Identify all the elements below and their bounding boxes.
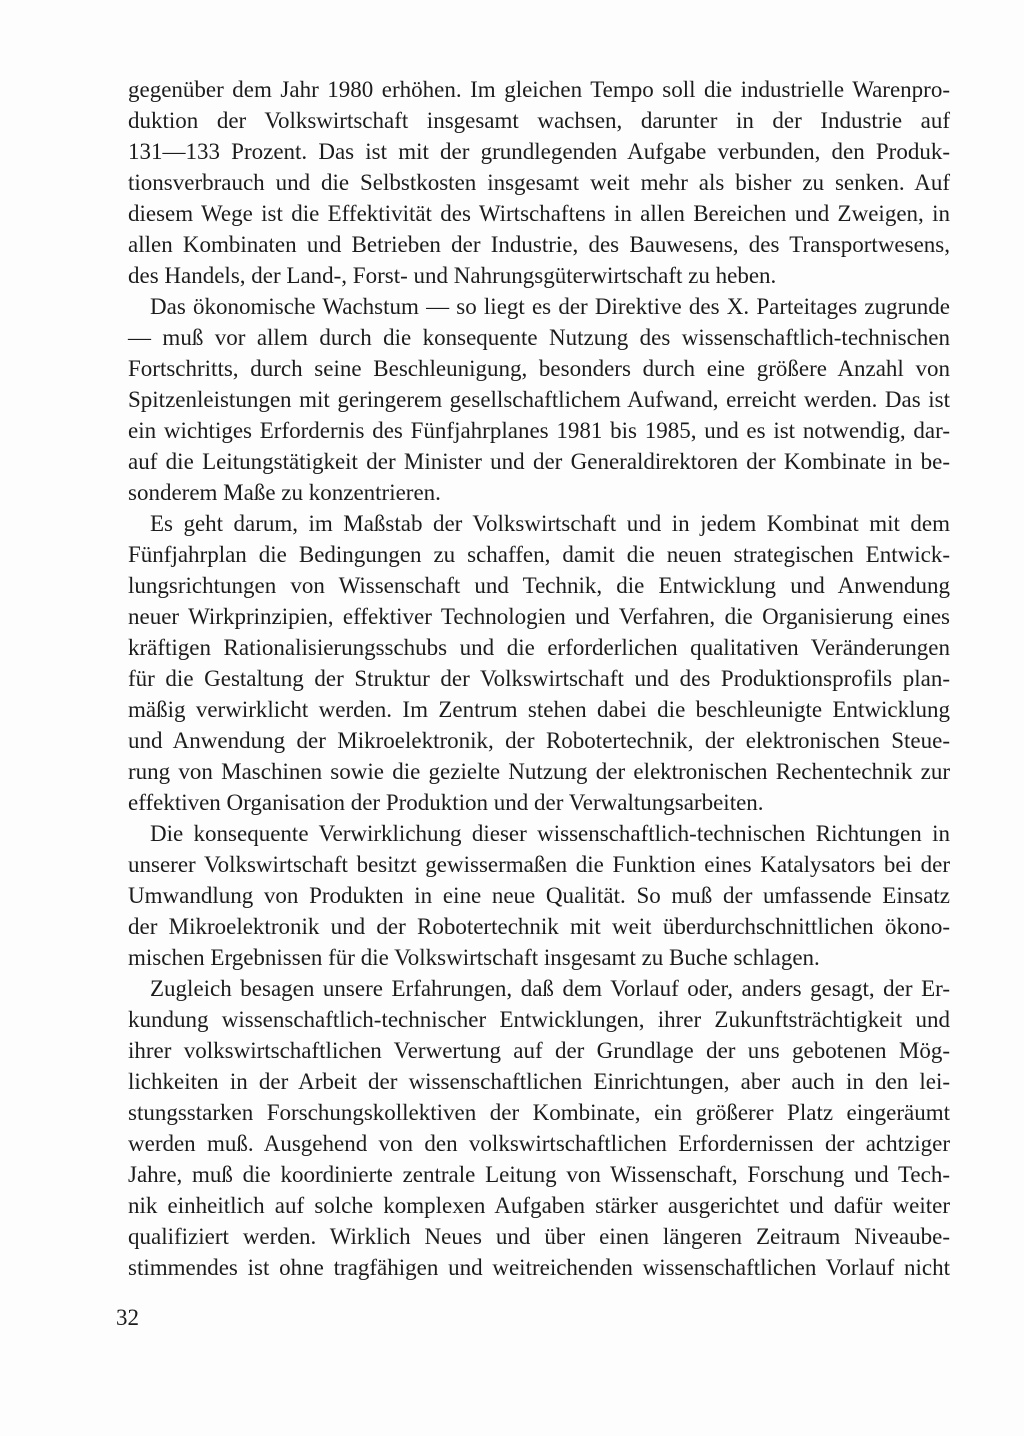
text-line: Die konsequente Verwirklichung dieser wissenschaftlich-technischen Richtungen in	[150, 821, 950, 846]
text-line: duktion der Volkswirtschaft insgesamt wachsen, darunter in der Industrie auf	[128, 108, 950, 133]
text-line: kundung wissenschaftlich-technischer Entwicklungen, ihrer Zukunftsträchtigkeit und	[128, 1007, 950, 1032]
text-line: sonderem Maße zu konzentrieren.	[128, 480, 441, 505]
text-line: des Handels, der Land-, Forst- und Nahrungsgüterwirtschaft zu heben.	[128, 263, 777, 288]
paragraph	[128, 508, 950, 818]
page-number: 32	[116, 1305, 139, 1330]
text-line: 131—133 Prozent. Das ist mit der grundlegenden Aufgabe verbunden, den Produk-	[128, 139, 950, 164]
paragraph	[128, 291, 950, 508]
text-line: ihrer volkswirtschaftlichen Verwertung auf der Grundlage der uns gebotenen Mög-	[128, 1038, 950, 1063]
text-line: Das ökonomische Wachstum — so liegt es der Direktive des X. Parteitages zugrunde	[150, 294, 950, 319]
text-line: lungsrichtungen von Wissenschaft und Technik, die Entwicklung und Anwendung	[128, 573, 950, 598]
text-line: Fortschritts, durch seine Beschleunigung, besonders durch eine größere Anzahl von	[128, 356, 950, 381]
text-line: Jahre, muß die koordinierte zentrale Leitung von Wissenschaft, Forschung und Tech-	[128, 1162, 950, 1187]
text-line: tionsverbrauch und die Selbstkosten insgesamt weit mehr als bisher zu senken. Auf	[128, 170, 950, 195]
text-line: lichkeiten in der Arbeit der wissenschaftlichen Einrichtungen, aber auch in den lei-	[128, 1069, 950, 1094]
text-line: neuer Wirkprinzipien, effektiver Technologien und Verfahren, die Organisierung eines	[128, 604, 950, 629]
text-line: — muß vor allem durch die konsequente Nutzung des wissenschaftlich-technischen	[128, 325, 950, 350]
text-line: stungsstarken Forschungskollektiven der Kombinate, ein größerer Platz eingeräumt	[128, 1100, 950, 1125]
text-line: auf die Leitungstätigkeit der Minister und der Generaldirektoren der Kombinate in be-	[128, 449, 950, 474]
text-line: gegenüber dem Jahr 1980 erhöhen. Im gleichen Tempo soll die industrielle Warenpro-	[128, 77, 950, 102]
text-line: mäßig verwirklicht werden. Im Zentrum stehen dabei die beschleunigte Entwicklung	[128, 697, 950, 722]
text-line: diesem Wege ist die Effektivität des Wirtschaftens in allen Bereichen und Zweigen, in	[128, 201, 950, 226]
paragraph	[128, 74, 950, 291]
text-line: unserer Volkswirtschaft besitzt gewissermaßen die Funktion eines Katalysators bei der	[128, 852, 950, 877]
text-line: und Anwendung der Mikroelektronik, der Robotertechnik, der elektronischen Steue-	[128, 728, 950, 753]
text-line: ein wichtiges Erfordernis des Fünfjahrplanes 1981 bis 1985, und es ist notwendig, dar-	[128, 418, 950, 443]
text-line: nik einheitlich auf solche komplexen Aufgaben stärker ausgerichtet und dafür weiter	[128, 1193, 950, 1218]
text-line: mischen Ergebnissen für die Volkswirtschaft insgesamt zu Buche schlagen.	[128, 945, 820, 970]
text-line: Fünfjahrplan die Bedingungen zu schaffen, damit die neuen strategischen Entwick-	[128, 542, 950, 567]
paragraph	[128, 818, 950, 973]
text-line: qualifiziert werden. Wirklich Neues und über einen längeren Zeitraum Niveaube-	[128, 1224, 950, 1249]
text-line: kräftigen Rationalisierungsschubs und die erforderlichen qualitativen Veränderungen	[128, 635, 950, 660]
text-line: werden muß. Ausgehend von den volkswirtschaftlichen Erfordernissen der achtziger	[128, 1131, 950, 1156]
text-line: effektiven Organisation der Produktion und der Verwaltungsarbeiten.	[128, 790, 764, 815]
text-line: Umwandlung von Produkten in eine neue Qualität. So muß der umfassende Einsatz	[128, 883, 950, 908]
text-line: der Mikroelektronik und der Robotertechnik mit weit überdurchschnittlichen ökono-	[128, 914, 950, 939]
text-line: rung von Maschinen sowie die gezielte Nutzung der elektronischen Rechentechnik zur	[128, 759, 950, 784]
paragraph	[128, 973, 950, 1283]
text-line: Es geht darum, im Maßstab der Volkswirtschaft und in jedem Kombinat mit dem	[150, 511, 950, 536]
text-line: allen Kombinaten und Betrieben der Industrie, des Bauwesens, des Transportwesens,	[128, 232, 950, 257]
body-text	[128, 74, 950, 1283]
text-line: Zugleich besagen unsere Erfahrungen, daß dem Vorlauf oder, anders gesagt, der Er-	[150, 976, 950, 1001]
text-line: für die Gestaltung der Struktur der Volkswirtschaft und des Produktionsprofils plan-	[128, 666, 950, 691]
text-line: Spitzenleistungen mit geringerem gesellschaftlichem Aufwand, erreicht werden. Das ist	[128, 387, 950, 412]
text-line: stimmendes ist ohne tragfähigen und weitreichenden wissenschaftlichen Vorlauf nicht	[128, 1255, 950, 1280]
